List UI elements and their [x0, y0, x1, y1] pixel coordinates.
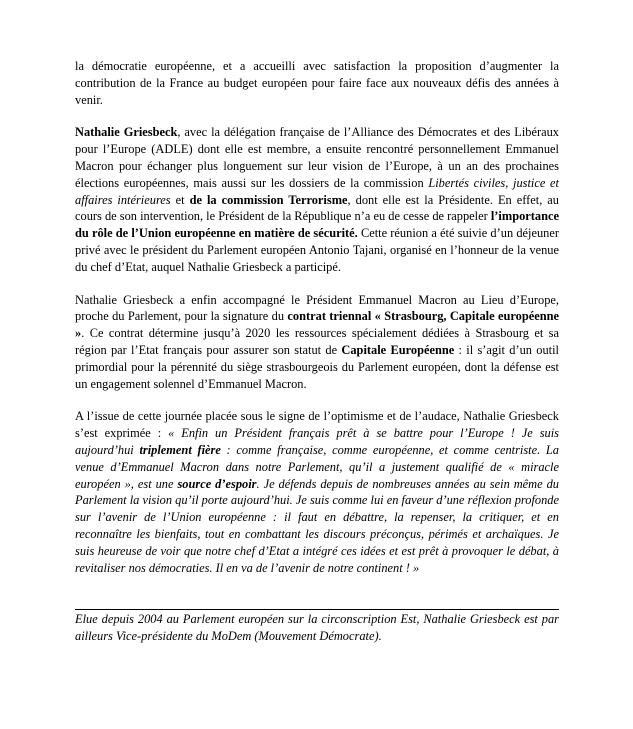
document-body: [75, 58, 559, 576]
meeting-text-1: , avec la délégation française de l’Alliance des Démocrates et des Libéraux pour l’Europe (ADLE) dont elle est membre, a ensuite rencontré personnellement Emmanuel Macron pour échanger plus longuement sur leur vision de l’Europe, à un an des prochaines élections européennes, mais aussi sur les dossiers de la commission: [75, 125, 559, 190]
paragraph-contract: [75, 292, 559, 393]
quote-part-1: « Enfin un Président français prêt à se battre pour l’Europe ! Je suis aujourd’hui: [75, 426, 559, 457]
contract-title: contrat triennal « Strasbourg, Capitale européenne »: [75, 309, 559, 341]
footnote: Elue depuis 2004 au Parlement européen sur la circonscription Est, Nathalie Griesbeck est par ailleurs Vice-présidente du MoDem (Mouvement Démocrate).: [75, 612, 559, 643]
quote-bold-fiere: triplement fière: [139, 442, 221, 457]
quote-intro: A l’issue de cette journée placée sous le signe de l’optimisme et de l’audace, Nathalie Griesbeck s’est exprimée :: [75, 409, 559, 441]
committee-terrorism: de la commission Terrorisme: [189, 192, 348, 207]
contract-text-3: : il s’agit d’un outil primordial pour la pérennité du siège strasbourgeois du Parlement européen, dont la défense est un engagement solennel d’Emmanuel Macron.: [75, 342, 559, 391]
contract-text-2: . Ce contrat détermine jusqu’à 2020 les ressources spécialement dédiées à Strasbourg et sa région par l’Etat français pour assurer son statut de: [75, 326, 559, 357]
quote-bold-espoir: source d’espoir: [177, 476, 257, 491]
quote-part-3: . Je défends depuis de nombreuses années au sein même du Parlement la vision qu’il porte aujourd’hui. Je suis comme lui en faveur d’une réflexion profonde sur l’avenir de l’Union européenne : il faut en débattre, la repenser, la critiquer, et en reconnaître les bienfaits, tout en combattant les discours préconçus, périmés et archaïques. Je suis heureuse de voir que notre chef d’Etat a intégré ces idées et est prêt à provoquer le débat, à revitaliser nos démocraties. Il en va de l’avenir de notre continent ! »: [75, 476, 559, 575]
quote-part-2: : comme française, comme européenne, et comme centriste. La venue d’Emmanuel Macron dans notre Parlement, qu’il a justement qualifié de « miracle européen », est une: [75, 442, 559, 491]
meeting-text-3: , dont elle est la Présidente. En effet, au cours de son intervention, le Président de la République n’a eu de cesse de rappeler: [75, 192, 559, 224]
footnote-divider: [75, 609, 559, 610]
meeting-text-2: et: [170, 192, 190, 207]
capitale-europeenne: Capitale Européenne: [341, 342, 455, 357]
contract-text-1: Nathalie Griesbeck a enfin accompagné le Président Emmanuel Macron au Lieu d’Europe, proche du Parlement, pour la signature du: [75, 292, 559, 324]
paragraph-meeting: [75, 124, 559, 275]
paragraph-quote: [75, 408, 559, 576]
security-emphasis: l’importance du rôle de l’Union européenne en matière de sécurité.: [75, 209, 559, 241]
paragraph-budget-text: la démocratie européenne, et a accueilli avec satisfaction la proposition d’augmenter la contribution de la France au budget européen pour faire face aux nouveaux défis des années à venir.: [75, 59, 559, 107]
author-name: Nathalie Griesbeck: [75, 125, 178, 140]
paragraph-budget: [75, 58, 559, 108]
meeting-text-4: Cette réunion a été suivie d’un déjeuner privé avec le président du Parlement européen Antonio Tajani, organisé en l’honneur de la venue du chef d’Etat, auquel Nathalie Griesbeck a participé.: [75, 226, 559, 274]
committee-libe: Libertés civiles, justice et affaires intérieures: [75, 175, 559, 207]
